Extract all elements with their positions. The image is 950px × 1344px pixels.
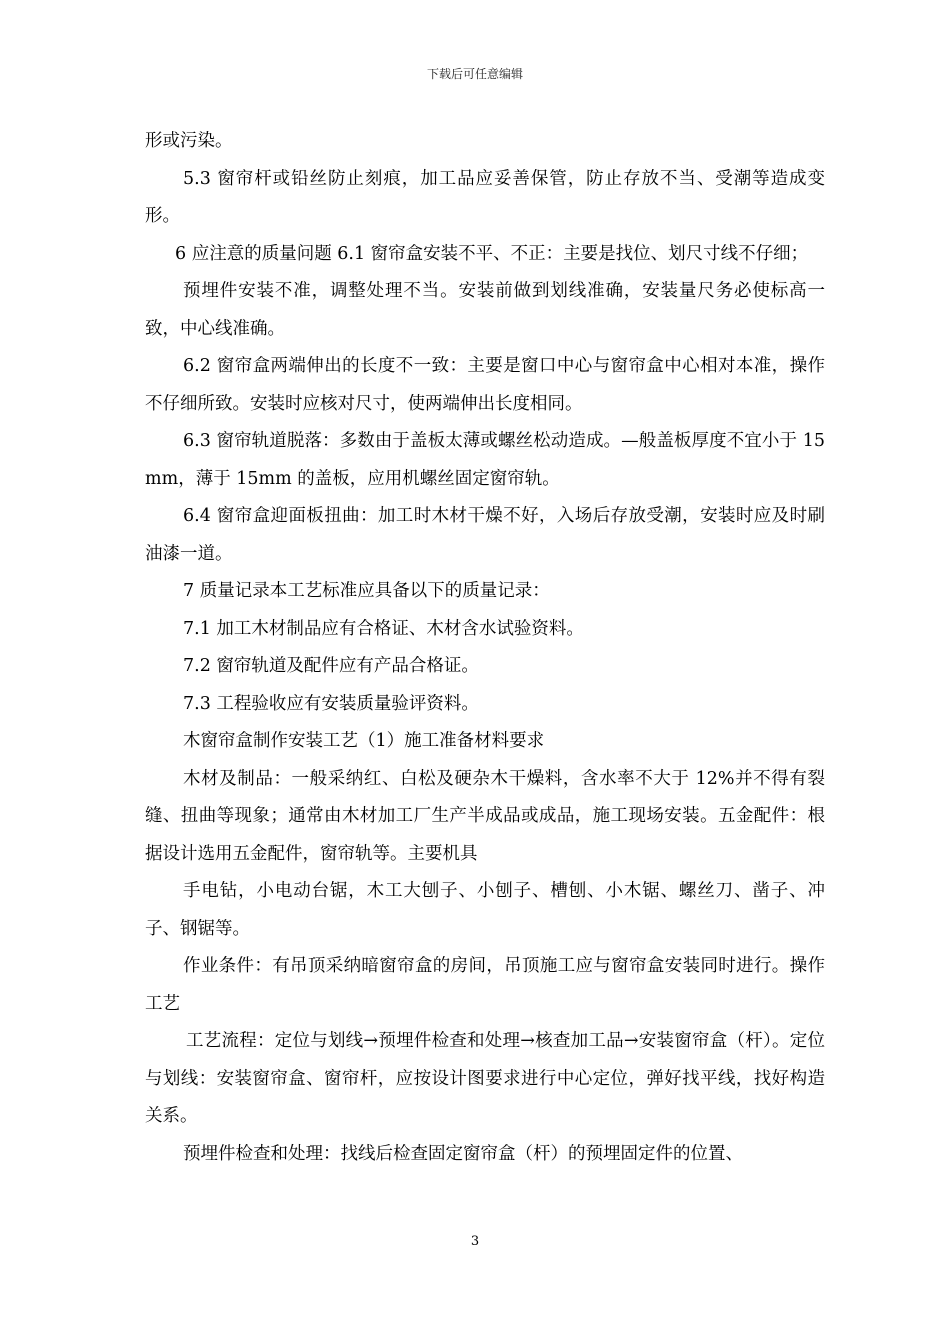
paragraph: 7.2 窗帘轨道及配件应有产品合格证。 [183, 656, 479, 676]
paragraph: 7.3 工程验收应有安装质量验评资料。 [183, 693, 479, 714]
paragraph: 7 质量记录本工艺标准应具备以下的质量记录： [183, 581, 550, 601]
paragraph: 预埋件安装不准，调整处理不当。安装前做到划线准确，安装量尺务必使标高一致，中心线准确。 [145, 281, 825, 339]
paragraph: 6.3 窗帘轨道脱落：多数由于盖板太薄或螺丝松动造成。—般盖板厚度不宜小于 15mm，薄于 15mm 的盖板，应用机螺丝固定窗帘轨。 [145, 431, 825, 489]
paragraph: 形或污染。 [145, 131, 233, 151]
paragraph: 手电钻，小电动台锯，木工大刨子、小刨子、槽刨、小木锯、螺丝刀、凿子、冲子、钢锯等。 [145, 881, 825, 939]
paragraph: 木材及制品：一般采纳红、白松及硬杂木干燥料，含水率不大于 12%并不得有裂缝、扭曲等现象；通常由木材加工厂生产半成品或成品，施工现场安装。五金配件：根据设计选用五金配件，窗帘轨等。主要机具 [145, 768, 825, 864]
document-body [145, 123, 825, 1173]
page-number: 3 [470, 1234, 480, 1249]
paragraph: 6.2 窗帘盒两端伸出的长度不一致：主要是窗口中心与窗帘盒中心相对本准，操作不仔细所致。安装时应核对尺寸，使两端伸出长度相同。 [145, 356, 825, 414]
paragraph: 6 应注意的质量问题 6.1 窗帘盒安装不平、不正：主要是找位、划尺寸线不仔细； [175, 243, 809, 264]
paragraph: 作业条件：有吊顶采纳暗窗帘盒的房间，吊顶施工应与窗帘盒安装同时进行。操作工艺 [145, 956, 825, 1014]
paragraph: 预埋件检查和处理：找线后检查固定窗帘盒（杆）的预埋固定件的位置、 [183, 1143, 743, 1164]
paragraph: 7.1 加工木材制品应有合格证、木材含水试验资料。 [183, 618, 584, 639]
paragraph: 木窗帘盒制作安装工艺（1）施工准备材料要求 [183, 731, 545, 751]
paragraph: 5.3 窗帘杆或铅丝防止刻痕，加工品应妥善保管，防止存放不当、受潮等造成变形。 [145, 168, 825, 226]
page-header: 下载后可任意编辑 [426, 67, 523, 81]
paragraph: 工艺流程：定位与划线→预埋件检查和处理→核查加工品→安装窗帘盒（杆）。定位与划线：安装窗帘盒、窗帘杆，应按设计图要求进行中心定位，弹好找平线，找好构造关系。 [145, 1031, 825, 1126]
paragraph: 6.4 窗帘盒迎面板扭曲：加工时木材干燥不好，入场后存放受潮，安装时应及时刷油漆一道。 [145, 506, 825, 564]
